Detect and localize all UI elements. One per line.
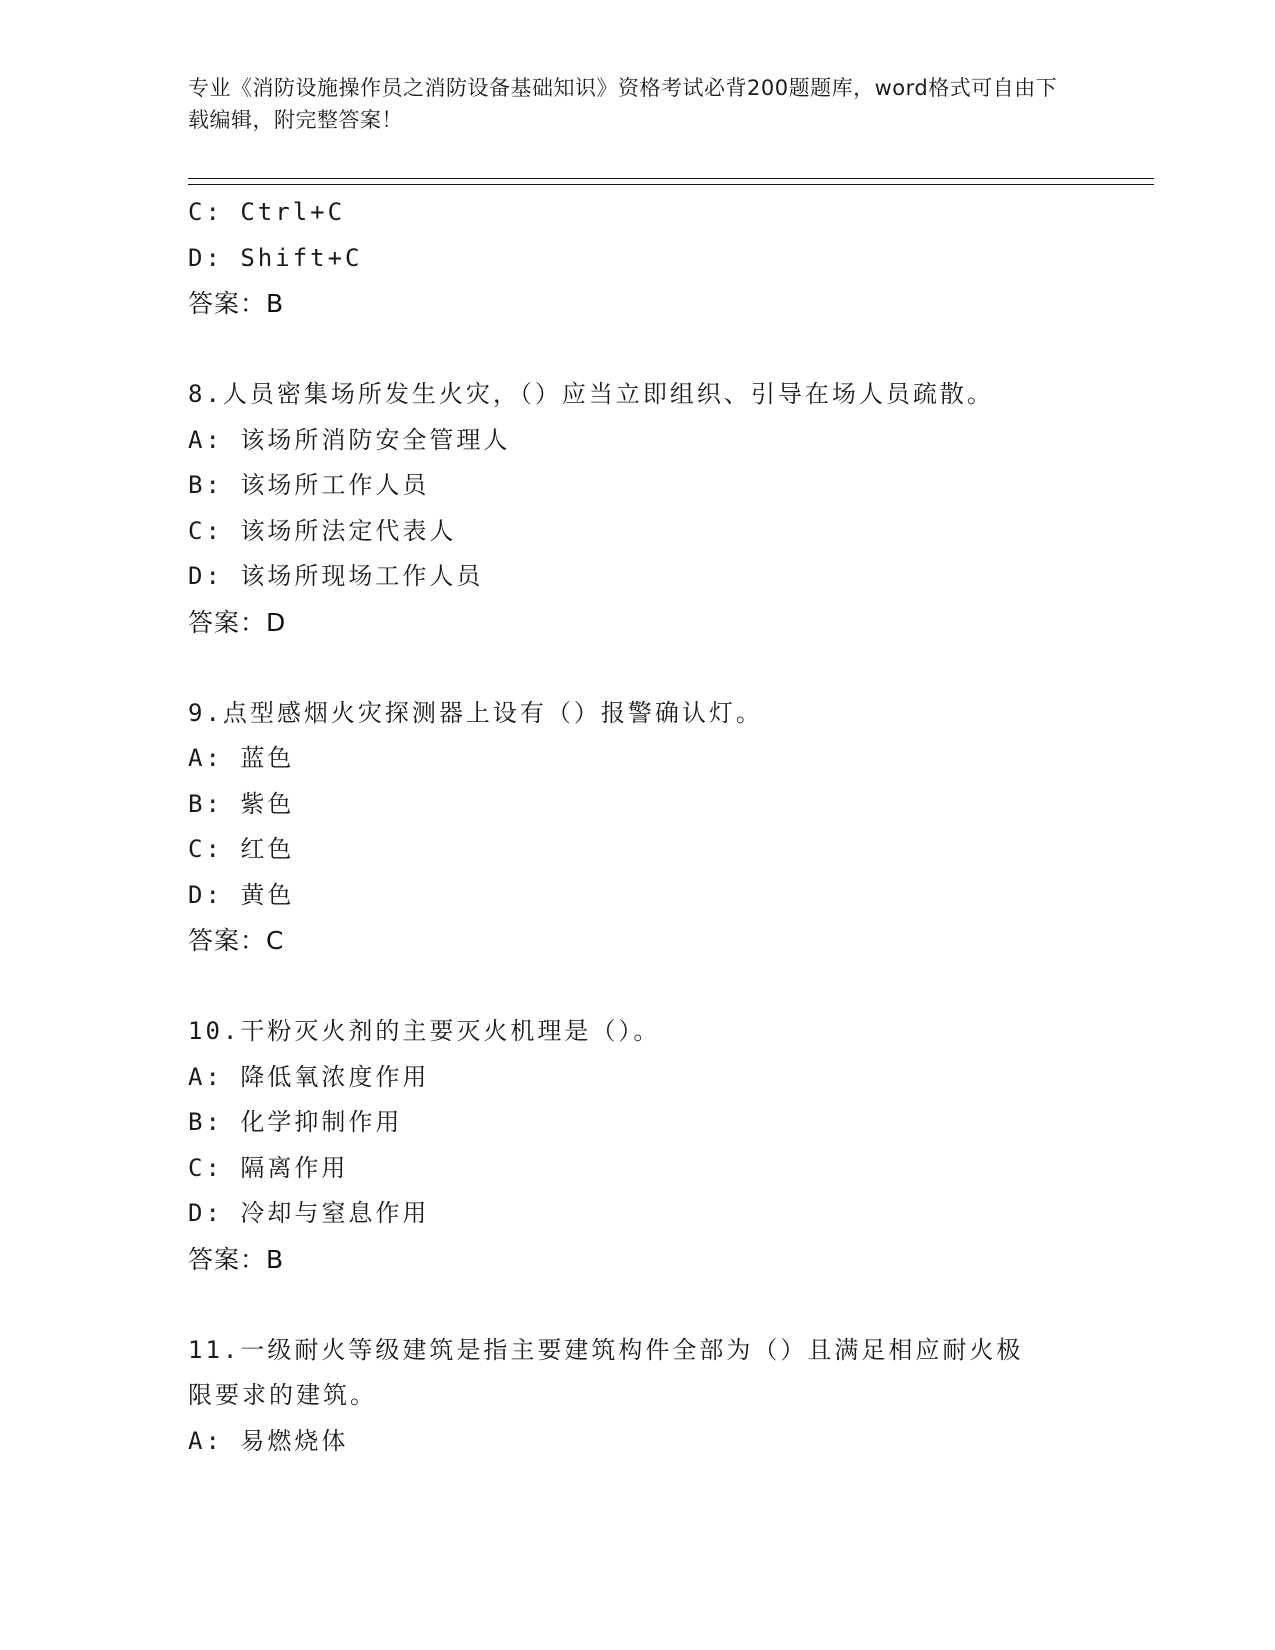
spacer [188,1282,1088,1328]
header-rule-bottom [188,184,1154,185]
spacer [188,645,1088,691]
option-d: D: Shift+C [188,243,363,272]
answer-label: 答案：D [188,607,287,637]
option-c: C: 隔离作用 [188,1153,349,1182]
document-header: 专业《消防设施操作员之消防设备基础知识》资格考试必背200题题库，word格式可自由下载编辑，附完整答案！ [188,76,1058,132]
option-b: B: 该场所工作人员 [188,471,430,499]
question-stem: 9.点型感烟火灾探测器上设有（）报警确认灯。 [188,698,763,727]
option-a: A: 该场所消防安全管理人 [188,425,511,454]
question-stem-line-2: 限要求的建筑。 [188,1381,377,1409]
answer-label: 答案：B [188,1244,285,1274]
question-list [188,190,1088,1464]
option-b: B: 化学抑制作用 [188,1108,403,1136]
option-c: C: 该场所法定代表人 [188,516,457,545]
option-d: D: 该场所现场工作人员 [188,562,484,590]
spacer [188,964,1088,1010]
option-b: B: 紫色 [188,789,295,818]
header-rule-top [188,178,1154,179]
spacer [188,327,1088,373]
answer-label: 答案：B [188,289,285,318]
option-d: D: 黄色 [188,880,295,909]
option-a: A: 易燃烧体 [188,1426,349,1455]
option-a: A: 降低氧浓度作用 [188,1062,430,1091]
option-c: C: Ctrl+C [188,198,346,226]
question-stem: 10.干粉灭火剂的主要灭火机理是（）。 [188,1017,661,1045]
option-a: A: 蓝色 [188,744,295,772]
question-stem: 8.人员密集场所发生火灾，（）应当立即组织、引导在场人员疏散。 [188,380,994,408]
option-c: C: 红色 [188,835,295,863]
option-d: D: 冷却与窒息作用 [188,1199,430,1227]
answer-label: 答案：C [188,926,285,955]
question-stem-line-1: 11.一级耐火等级建筑是指主要建筑构件全部为（）且满足相应耐火极 [188,1335,1024,1364]
